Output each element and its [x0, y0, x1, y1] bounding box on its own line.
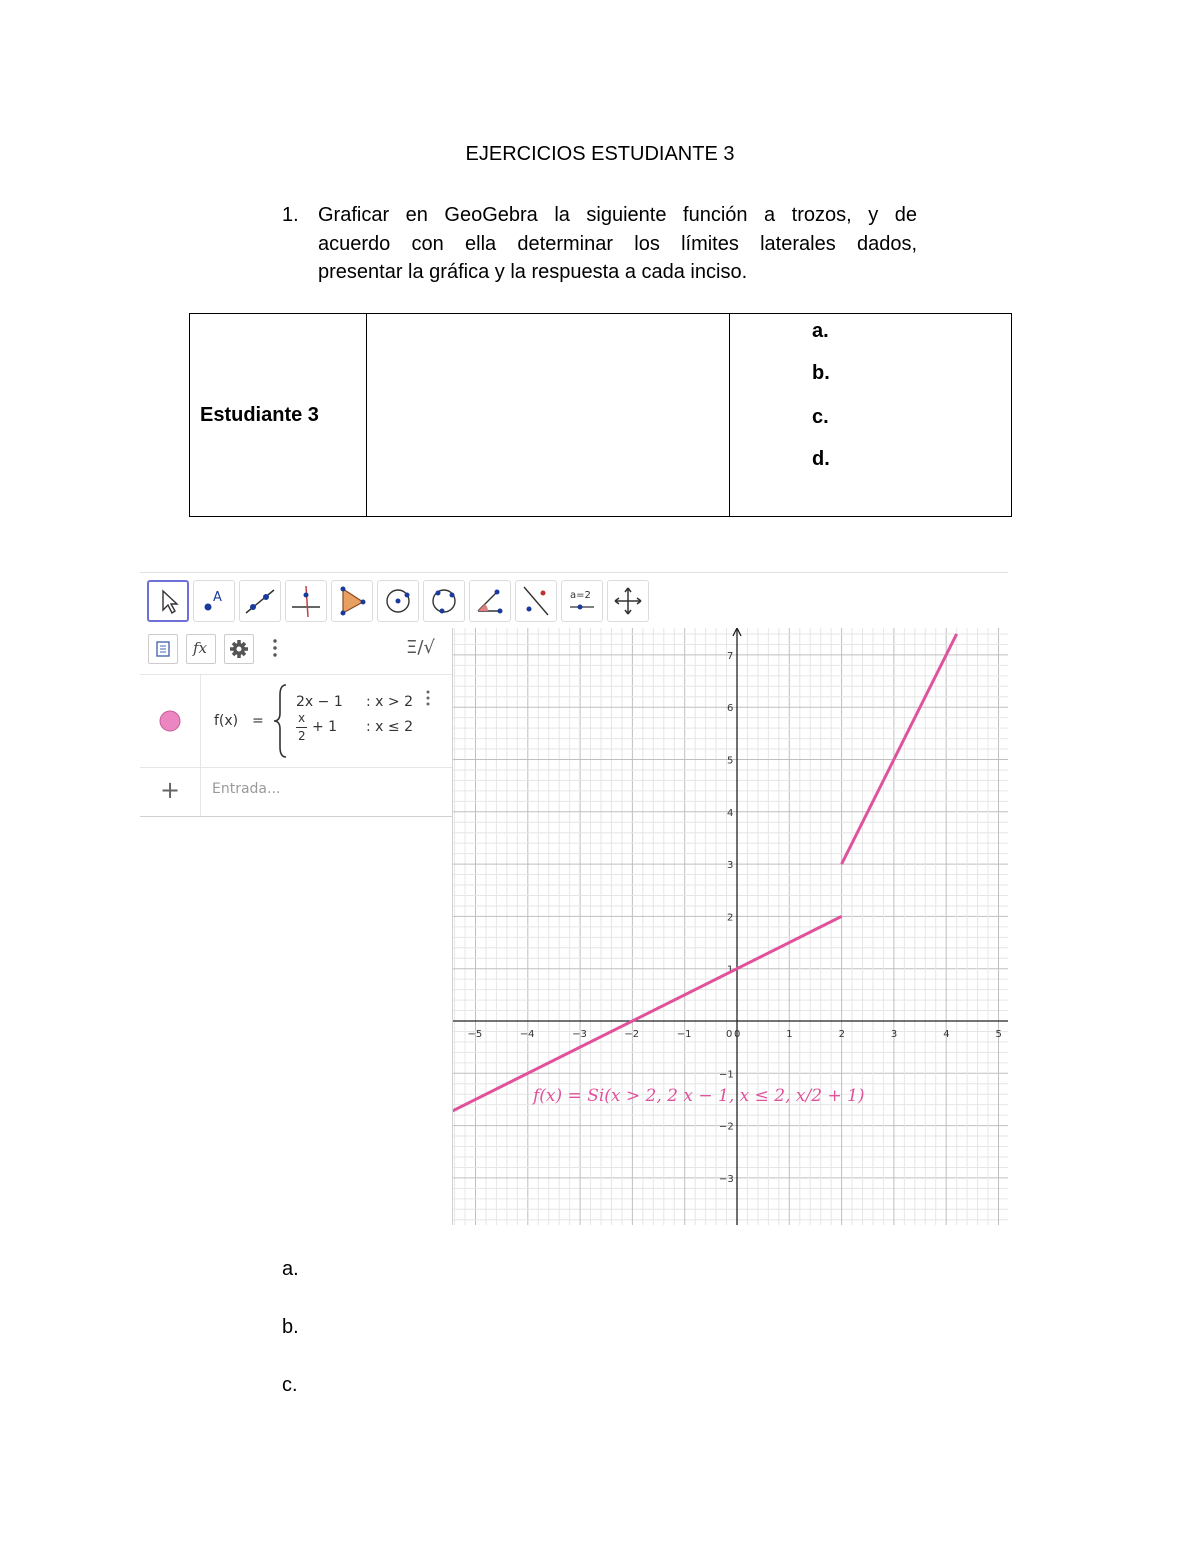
algebra-sort-icon[interactable]	[148, 634, 178, 664]
y-tick-label: 6	[727, 703, 734, 715]
x-tick-label: 4	[943, 1029, 950, 1040]
x-tick-label: 5	[995, 1029, 1002, 1040]
y-tick-label: 3	[727, 860, 734, 872]
answer-c: c.	[282, 1374, 298, 1396]
visibility-toggle-icon[interactable]	[140, 675, 200, 767]
polygon-tool-icon[interactable]	[331, 580, 373, 622]
x-tick-label: −3	[572, 1029, 587, 1040]
piece-2-numerator: x	[298, 711, 306, 725]
item-d: d.	[812, 448, 830, 470]
more-vertical-icon[interactable]	[270, 638, 280, 658]
exercise-line-1: Graficar en GeoGebra la siguiente función a trozos, y de	[318, 204, 917, 226]
function-inspector-icon[interactable]: fx	[186, 634, 216, 664]
piece-2-condition: : x ≤ 2	[366, 719, 413, 735]
function-cell	[367, 314, 730, 517]
graphics-view[interactable]	[453, 628, 1008, 1225]
y-tick-label: 7	[727, 650, 734, 662]
piece-1-expression: 2x − 1	[296, 694, 343, 710]
exercise-number: 1.	[282, 204, 299, 226]
algebra-view	[140, 628, 453, 1225]
conic-tool-icon[interactable]	[423, 580, 465, 622]
exercise-line-3: presentar la gráfica y la respuesta a cada inciso.	[318, 261, 748, 283]
move-tool-icon[interactable]	[147, 580, 189, 622]
function-plot	[453, 628, 1008, 1225]
settings-gear-icon[interactable]	[224, 634, 254, 664]
y-tick-label: 2	[727, 912, 734, 924]
svg-text:A: A	[213, 590, 222, 605]
document-title: EJERCICIOS ESTUDIANTE 3	[465, 143, 735, 165]
x-tick-label: 2	[838, 1029, 845, 1040]
origin-label: 0	[726, 1029, 733, 1040]
item-b: b.	[812, 362, 830, 384]
add-item-plus-icon[interactable]: +	[160, 776, 181, 804]
x-tick-label: −2	[624, 1029, 640, 1040]
answer-a: a.	[282, 1258, 299, 1280]
move-graphics-view-tool-icon[interactable]	[607, 580, 649, 622]
point-tool-icon[interactable]	[193, 580, 235, 622]
item-c: c.	[812, 406, 829, 428]
algebra-row-f[interactable]	[140, 674, 452, 768]
algebra-header	[140, 628, 452, 676]
function-annotation-label: f(x) = Si(x > 2, 2 x − 1, x ≤ 2, x/2 + 1)	[533, 1086, 865, 1106]
x-tick-label: −4	[519, 1029, 535, 1040]
piece-2-rest: + 1	[312, 719, 338, 735]
items-cell	[730, 314, 1012, 517]
x-tick-label: 3	[890, 1029, 898, 1040]
student-name-cell: Estudiante 3	[190, 314, 367, 517]
algebra-input-row[interactable]	[140, 766, 452, 817]
line-tool-icon[interactable]	[239, 580, 281, 622]
student-table	[189, 313, 1012, 517]
reflect-tool-icon[interactable]	[515, 580, 557, 622]
piece-1-condition: : x > 2	[366, 694, 413, 710]
answer-b: b.	[282, 1316, 299, 1338]
piece-2-denominator: 2	[298, 729, 306, 743]
item-a: a.	[812, 320, 829, 342]
y-tick-label: −3	[719, 1173, 734, 1185]
geogebra-screenshot	[140, 572, 1008, 1225]
x-tick-label: −1	[676, 1029, 692, 1040]
slider-tool-text: a=2	[570, 590, 591, 601]
y-tick-label: 5	[727, 755, 734, 767]
circle-tool-icon[interactable]	[377, 580, 419, 622]
perpendicular-line-tool-icon[interactable]	[285, 580, 327, 622]
input-bar-placeholder[interactable]: Entrada...	[212, 781, 281, 797]
series-line-1	[453, 916, 842, 1112]
f-label: f(x)	[214, 713, 239, 729]
geogebra-toolbar	[140, 572, 1008, 629]
y-tick-label: 4	[727, 807, 734, 819]
x-tick-label: 1	[786, 1029, 793, 1040]
slider-tool-icon[interactable]	[561, 580, 603, 622]
x-tick-label: −5	[467, 1029, 483, 1040]
row-menu-icon[interactable]	[424, 689, 432, 709]
angle-tool-icon[interactable]	[469, 580, 511, 622]
brace-icon	[270, 681, 290, 761]
x-tick-label: 0	[734, 1029, 741, 1040]
y-tick-label: 1	[727, 964, 734, 976]
y-tick-label: −2	[719, 1121, 734, 1133]
exercise-line-2: acuerdo con ella determinar los límites laterales dados,	[318, 232, 917, 255]
view-toggle-icon[interactable]: Ξ/√	[406, 637, 435, 658]
y-tick-label: −1	[719, 1069, 734, 1081]
equals-sign: =	[252, 713, 264, 729]
